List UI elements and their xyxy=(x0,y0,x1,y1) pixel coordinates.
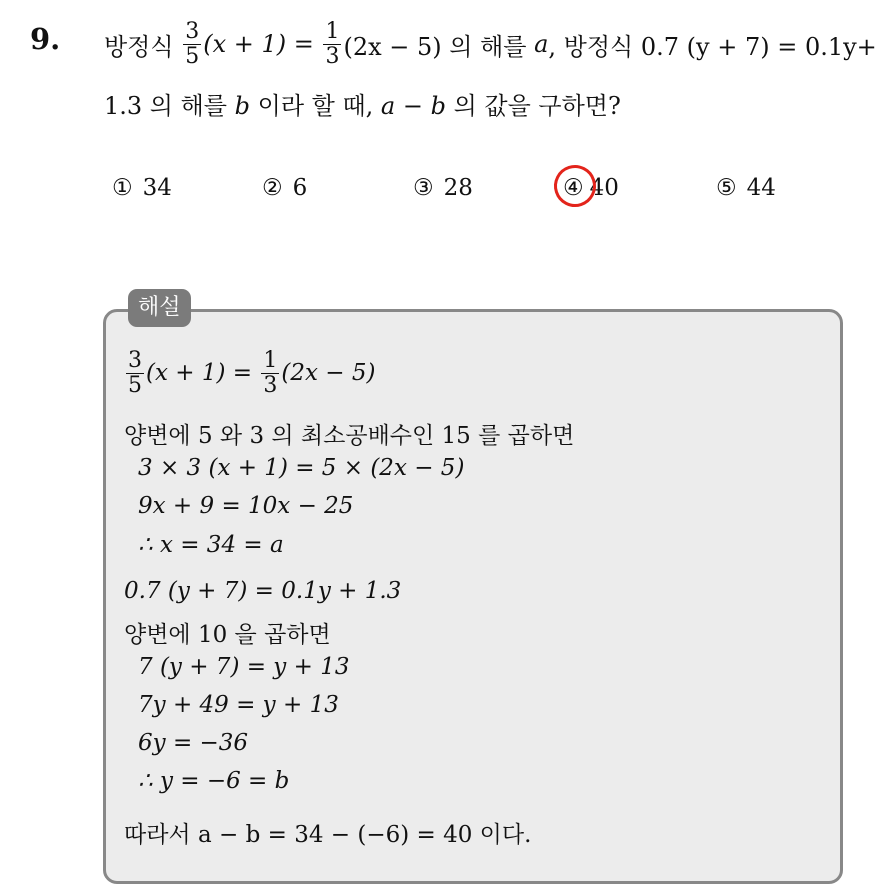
solution-line: ∴ y = −6 = b xyxy=(138,768,290,794)
solution-line: 9x + 9 = 10x − 25 xyxy=(138,493,354,519)
solution-line: 양변에 5 와 3 의 최소공배수인 15 를 곱하면 xyxy=(124,423,575,449)
solution-equation-1: $\frac{3}{5}$ (x + 1) = $\frac{1}{3}$ (2x − 5) xyxy=(128,348,376,398)
solution-line: 7 (y + 7) = y + 13 xyxy=(138,654,350,680)
expression: a − b xyxy=(380,92,446,120)
solution-line: ∴ x = 34 = a xyxy=(138,532,284,558)
fraction-one-third: $\frac{1}{3}$ xyxy=(325,19,340,69)
variable-a: a xyxy=(534,30,549,58)
question-line-1 xyxy=(104,14,877,74)
solution-tag: 해설 xyxy=(128,289,191,327)
question-text: 방정식 xyxy=(104,32,174,61)
variable-b: b xyxy=(234,92,250,120)
answer-choices xyxy=(0,175,884,205)
solution-line: 6y = −36 xyxy=(138,730,249,756)
solution-line: 7y + 49 = y + 13 xyxy=(138,692,339,718)
choice-4[interactable]: ④ 40 xyxy=(563,175,619,201)
choice-5[interactable]: ⑤ 44 xyxy=(716,175,776,201)
equation-text: (x + 1) = xyxy=(203,30,314,58)
solution-line: 0.7 (y + 7) = 0.1y + 1.3 xyxy=(124,578,402,604)
choice-3[interactable]: ③ 28 xyxy=(413,175,473,201)
choice-2[interactable]: ② 6 xyxy=(262,175,308,201)
choice-1[interactable]: ① 34 xyxy=(112,175,172,201)
fraction-three-fifths: $\frac{3}{5}$ xyxy=(185,19,200,69)
equation-text: (2x − 5) 의 해를 xyxy=(343,32,527,61)
solution-conclusion: 따라서 a − b = 34 − (−6) = 40 이다. xyxy=(124,822,532,848)
question-number: 9. xyxy=(30,22,61,56)
question-line-2: 1.3 의 해를 b 이라 할 때, a − b 의 값을 구하면? xyxy=(104,92,621,120)
solution-line: 3 × 3 (x + 1) = 5 × (2x − 5) xyxy=(138,455,465,481)
solution-line: 양변에 10 을 곱하면 xyxy=(124,622,331,648)
equation-text: , 방정식 0.7 (y + 7) = 0.1y+ xyxy=(548,32,877,61)
